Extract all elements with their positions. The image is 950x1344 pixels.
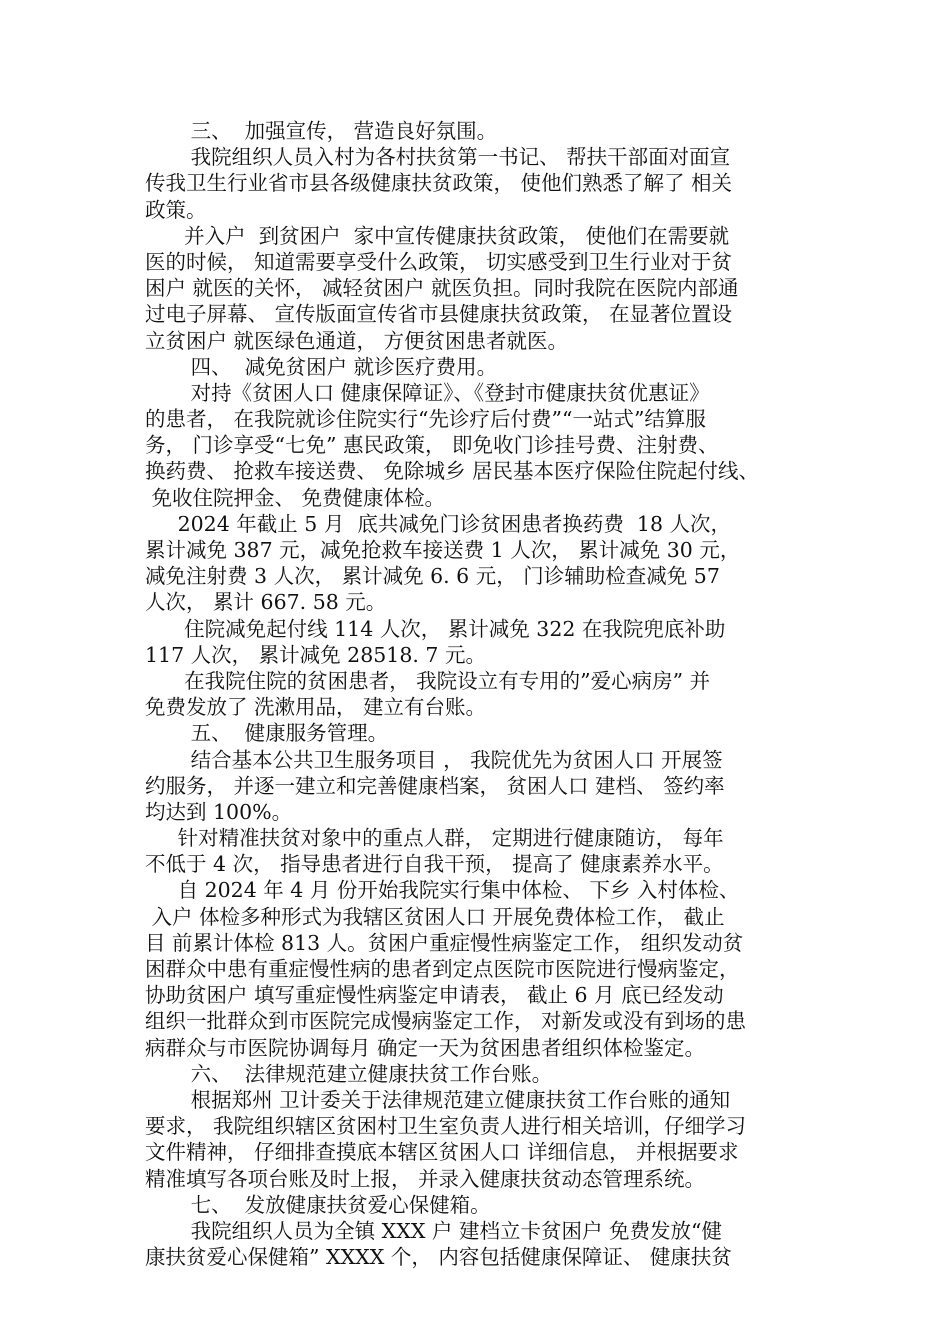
text-line: 五、 健康服务管理。 (145, 721, 389, 746)
text-line: 免费发放了 洗漱用品， 建立有台账。 (145, 695, 487, 720)
text-line: 约服务， 并逐一建立和完善健康档案， 贫困人口 建档、 签约率 (145, 773, 725, 798)
text-line: 困群众中患有重症慢性病的患者到定点医院市医院进行慢病鉴定， (145, 957, 740, 981)
text-line: 根据郑州 卫计委关于法律规范建立健康扶贫工作台账的通知 (145, 1087, 731, 1112)
text-line: 累计减免 387 元，减免抢救车接送费 1 人次， 累计减免 30 元， (145, 538, 741, 562)
text-line: 病群众与市医院协调每月 确定一天为贫困患者组织体检鉴定。 (145, 1035, 706, 1060)
document-body (145, 118, 810, 1270)
text-line: 入户 体检多种形式为我辖区贫困人口 开展免费体检工作， 截止 (145, 904, 725, 929)
text-line: 要求， 我院组织辖区贫困村卫生室负责人进行相关培训，仔细学习 (145, 1114, 747, 1139)
text-line: 在我院住院的贫困患者， 我院设立有专用的”爱心病房” 并 (145, 668, 711, 693)
text-line: 立贫困户 就医绿色通道， 方便贫困患者就医。 (145, 328, 569, 353)
text-line: 政策。 (145, 197, 207, 222)
text-line: 我院组织人员为全镇 XXX 户 建档立卡贫困户 免费发放“健 (145, 1218, 722, 1243)
text-line: 换药费、 抢救车接送费、 免除城乡 居民基本医疗保险住院起付线、 (145, 459, 760, 484)
text-line: 对持《贫困人口 健康保障证》、《登封市健康扶贫优惠证》 (145, 380, 710, 405)
text-line: 减免注射费 3 人次， 累计减免 6. 6 元， 门诊辅助检查减免 57 (145, 564, 720, 589)
text-line: 117 人次， 累计减免 28518. 7 元。 (145, 642, 486, 667)
text-line: 组织一批群众到市医院完成慢病鉴定工作， 对新发或没有到场的患 (145, 1009, 747, 1034)
text-line: 七、 发放健康扶贫爱心保健箱。 (145, 1192, 491, 1217)
text-line: 针对精准扶贫对象中的重点人群， 定期进行健康随访， 每年 (145, 826, 724, 851)
text-line: 目 前累计体检 813 人。贫困户重症慢性病鉴定工作， 组织发动贫 (145, 930, 744, 955)
text-line: 我院组织人员入村为各村扶贫第一书记、 帮扶干部面对面宣 (145, 145, 731, 170)
text-line: 结合基本公共卫生服务项目 ， 我院优先为贫困人口 开展签 (145, 747, 723, 772)
text-line: 不低于 4 次， 指导患者进行自我干预， 提高了 健康素养水平。 (145, 852, 724, 877)
text-line: 文件精神， 仔细排查摸底本辖区贫困人口 详细信息， 并根据要求 (145, 1140, 739, 1165)
text-line: 过电子屏幕、 宣传版面宣传省市县健康扶贫政策， 在显著位置设 (145, 302, 733, 327)
text-line: 传我卫生行业省市县各级健康扶贫政策， 使他们熟悉了解了 相关 (145, 171, 733, 196)
text-line: 精准填写各项台账及时上报， 并录入健康扶贫动态管理系统。 (145, 1166, 706, 1191)
text-line: 四、 减免贫困户 就诊医疗费用。 (145, 354, 498, 379)
text-line: 协助贫困户 填写重症慢性病鉴定申请表， 截止 6 月 底已经发动 (145, 983, 724, 1008)
text-line: 住院减免起付线 114 人次， 累计减免 322 在我院兜底补助 (145, 616, 726, 641)
text-line: 困户 就医的关怀， 减轻贫困户 就医负担。同时我院在医院内部通 (145, 276, 739, 301)
text-line: 的患者， 在我院就诊住院实行“先诊疗后付费”“一站式”结算服 (145, 407, 706, 432)
text-line: 务， 门诊享受“七免” 惠民政策， 即免收门诊挂号费、注射费、 (145, 433, 719, 458)
text-line: 人次， 累计 667. 58 元。 (145, 590, 387, 615)
text-line: 康扶贫爱心保健箱” XXXX 个， 内容包括健康保障证、 健康扶贫 (145, 1245, 732, 1270)
text-line: 均达到 100%。 (145, 799, 293, 824)
text-line: 六、 法律规范建立健康扶贫工作台账。 (145, 1061, 553, 1086)
text-line: 自 2024 年 4 月 份开始我院实行集中体检、 下乡 入村体检、 (145, 878, 740, 903)
text-line: 免收住院押金、 免费健康体检。 (145, 485, 446, 510)
text-line: 三、 加强宣传， 营造良好氛围。 (145, 119, 498, 143)
text-line: 医的时候， 知道需要享受什么政策， 切实感受到卫生行业对于贫 (145, 249, 733, 274)
text-line: 2024 年截止 5 月 底共减免门诊贫困患者换药费 18 人次， (145, 511, 732, 536)
text-line: 并入户 到贫困户 家中宣传健康扶贫政策， 使他们在需要就 (145, 223, 730, 248)
